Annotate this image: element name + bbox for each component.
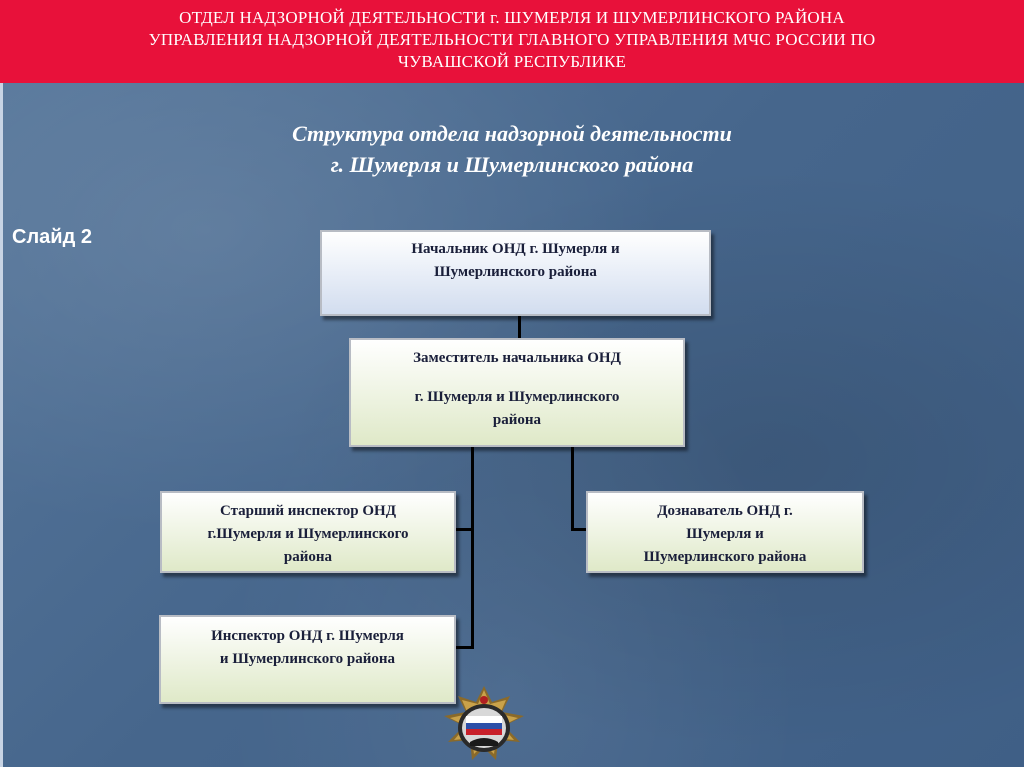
header-banner xyxy=(0,0,1024,83)
senior-line-1: Старший инспектор ОНД xyxy=(219,503,397,519)
emchs-emblem-icon xyxy=(440,686,528,764)
subtitle-line-2: г. Шумерля и Шумерлинского района xyxy=(330,152,694,177)
investigator-line-3: Шумерлинского района xyxy=(643,549,807,565)
slide-label: Слайд 2 xyxy=(12,226,92,248)
senior-line-2: г.Шумерля и Шумерлинского xyxy=(207,526,409,542)
senior-line-3: района xyxy=(283,549,333,565)
deputy-line-1: Заместитель начальника ОНД xyxy=(413,350,621,366)
inspector-line-2: и Шумерлинского района xyxy=(219,651,396,667)
investigator-line-2: Шумерля и xyxy=(686,526,764,542)
investigator-line-1: Дознаватель ОНД г. xyxy=(657,503,793,519)
deputy-line-2: г. Шумерля и Шумерлинского xyxy=(414,389,620,405)
subtitle-line-1: Структура отдела надзорной деятельности xyxy=(292,121,732,146)
head-line-2: Шумерлинского района xyxy=(434,264,597,280)
page-subtitle xyxy=(200,118,824,180)
org-box-head xyxy=(320,230,711,316)
header-line-2: УПРАВЛЕНИЯ НАДЗОРНОЙ ДЕЯТЕЛЬНОСТИ ГЛАВНОГО УПРАВЛЕНИЯ МЧС РОССИИ ПО xyxy=(148,30,876,49)
org-box-investigator xyxy=(586,491,864,573)
connector-to-investigator xyxy=(571,528,587,531)
org-box-deputy xyxy=(349,338,685,447)
org-box-inspector xyxy=(159,615,456,704)
deputy-line-3: района xyxy=(492,412,542,428)
head-line-1: Начальник ОНД г. Шумерля и xyxy=(411,241,620,257)
org-box-senior-inspector xyxy=(160,491,456,573)
header-line-3: ЧУВАШСКОЙ РЕСПУБЛИКЕ xyxy=(397,52,627,71)
connector-head-deputy xyxy=(518,316,521,338)
header-line-1: ОТДЕЛ НАДЗОРНОЙ ДЕЯТЕЛЬНОСТИ г. ШУМЕРЛЯ И ШУМЕРЛИНСКОГО РАЙОНА xyxy=(179,8,845,27)
left-edge-line xyxy=(0,83,3,767)
inspector-line-1: Инспектор ОНД г. Шумерля xyxy=(211,628,404,644)
connector-right-trunk xyxy=(571,447,574,531)
connector-to-senior xyxy=(456,528,474,531)
connector-left-trunk xyxy=(471,447,474,649)
connector-to-inspector xyxy=(456,646,474,649)
